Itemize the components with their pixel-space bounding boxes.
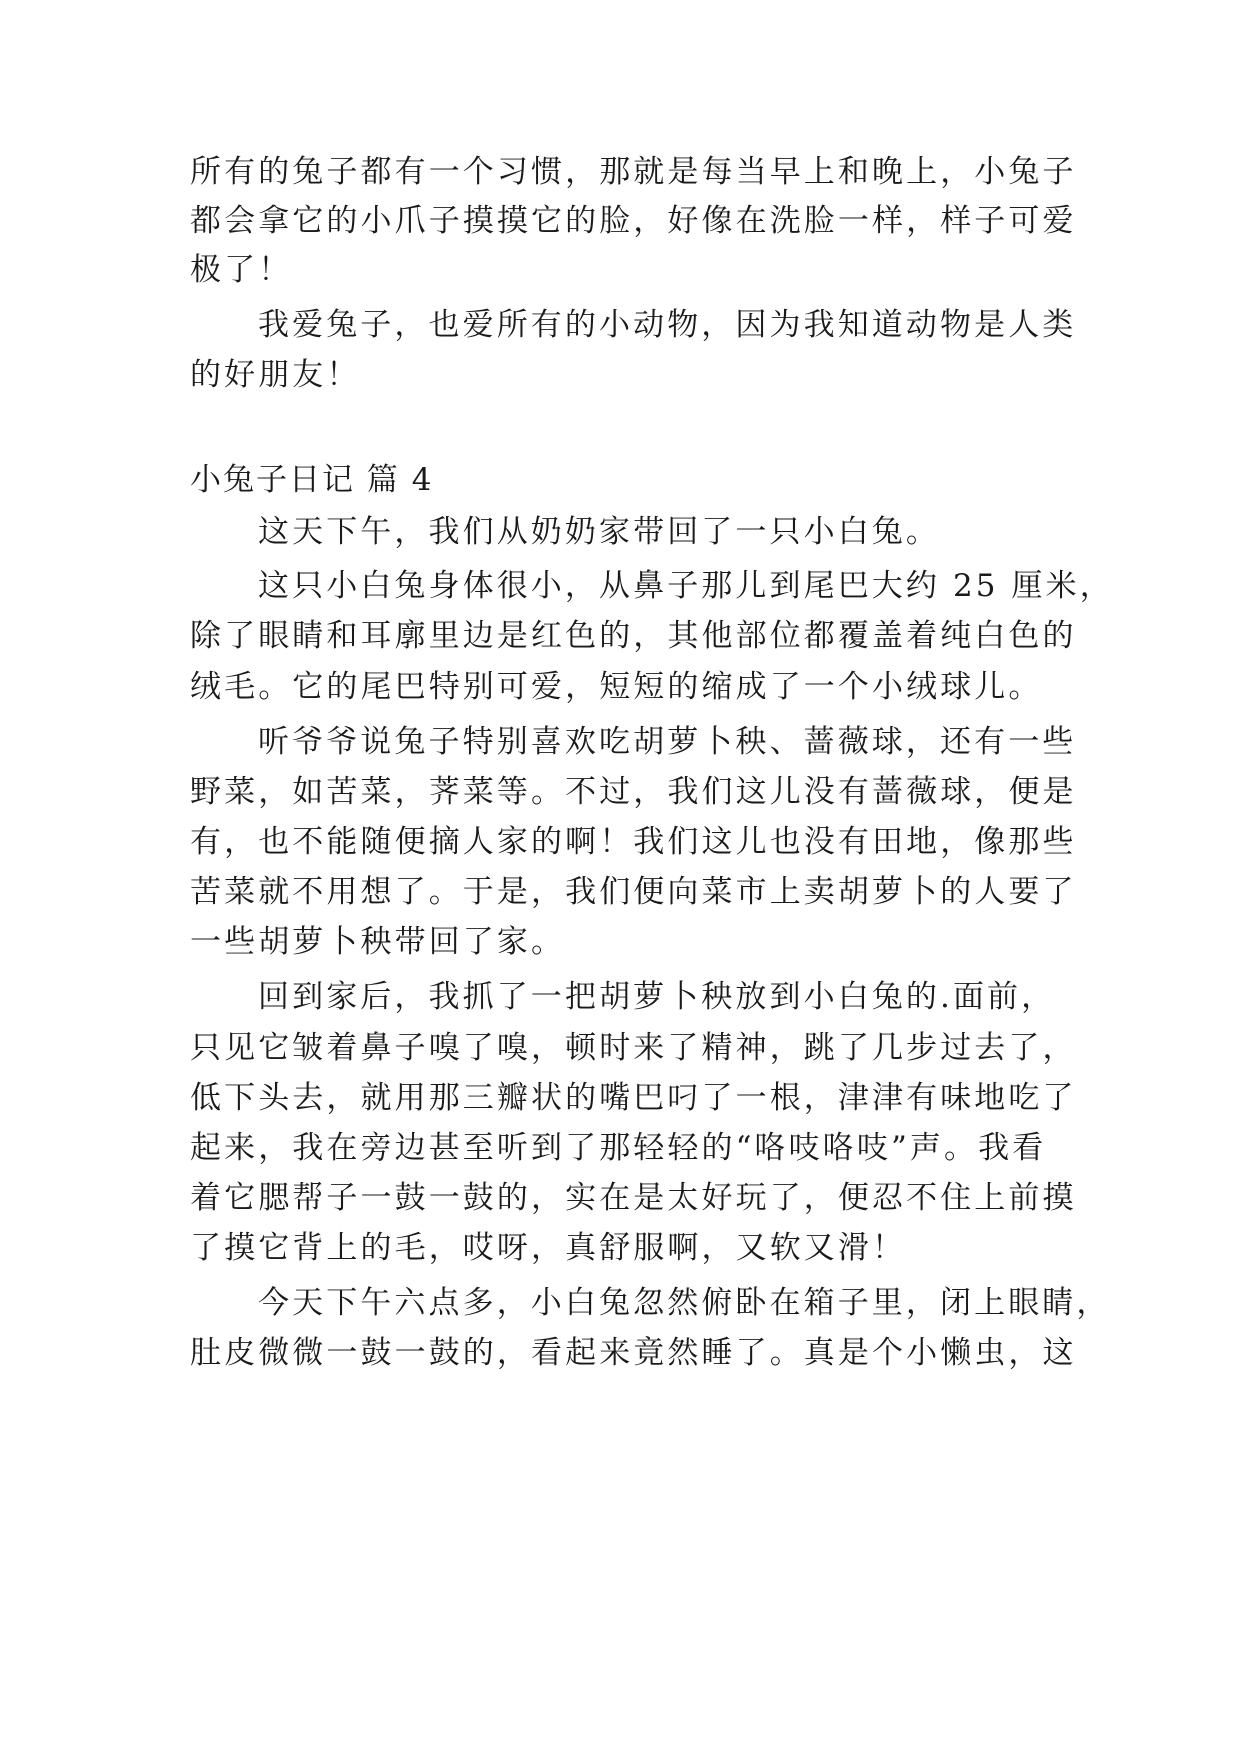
- text-line: 苦菜就不用想了。于是，我们便向菜市上卖胡萝卜的人要了: [190, 874, 1077, 910]
- paragraph-first-line: 听爷爷说兔子特别喜欢吃胡萝卜秧、蔷薇球，还有一些: [258, 724, 1077, 760]
- paragraph-first-line: 今天下午六点多，小白兔忽然俯卧在箱子里，闭上眼睛，: [258, 1285, 1111, 1321]
- text-line: 肚皮微微一鼓一鼓的，看起来竟然睡了。真是个小懒虫，这: [190, 1335, 1077, 1371]
- text-line: 的好朋友！: [190, 357, 361, 393]
- text-line: 除了眼睛和耳廓里边是红色的，其他部位都覆盖着纯白色的: [190, 618, 1077, 654]
- text-line: 都会拿它的小爪子摸摸它的脸，好像在洗脸一样，样子可爱: [190, 203, 1077, 239]
- text-line: 低下头去，就用那三瓣状的嘴巴叼了一根，津津有味地吃了: [190, 1080, 1077, 1116]
- section-heading: 小兔子日记 篇 4: [190, 462, 434, 498]
- paragraph-first-line: 这天下午，我们从奶奶家带回了一只小白兔。: [258, 514, 940, 550]
- text-line: 一些胡萝卜秧带回了家。: [190, 924, 566, 960]
- text-line: 着它腮帮子一鼓一鼓的，实在是太好玩了，便忍不住上前摸: [190, 1180, 1077, 1216]
- paragraph-first-line: 我爱兔子，也爱所有的小动物，因为我知道动物是人类: [258, 307, 1077, 343]
- text-line: 野菜，如苦菜，荠菜等。不过，我们这儿没有蔷薇球，便是: [190, 774, 1077, 810]
- text-line: 只见它皱着鼻子嗅了嗅，顿时来了精神，跳了几步过去了，: [190, 1030, 1077, 1066]
- text-line: 了摸它背上的毛，哎呀，真舒服啊，又软又滑！: [190, 1230, 907, 1266]
- text-line: 极了！: [190, 252, 293, 288]
- text-line: 绒毛。它的尾巴特别可爱，短短的缩成了一个小绒球儿。: [190, 669, 1043, 705]
- paragraph-first-line: 这只小白兔身体很小，从鼻子那儿到尾巴大约 25 厘米，: [258, 568, 1114, 604]
- paragraph-first-line: 回到家后，我抓了一把胡萝卜秧放到小白兔的.面前，: [258, 979, 1056, 1015]
- text-line: 有，也不能随便摘人家的啊！我们这儿也没有田地，像那些: [190, 824, 1077, 860]
- text-line: 起来，我在旁边甚至听到了那轻轻的“咯吱咯吱”声。我看: [190, 1130, 1047, 1166]
- text-line: 所有的兔子都有一个习惯，那就是每当早上和晚上，小兔子: [190, 154, 1077, 190]
